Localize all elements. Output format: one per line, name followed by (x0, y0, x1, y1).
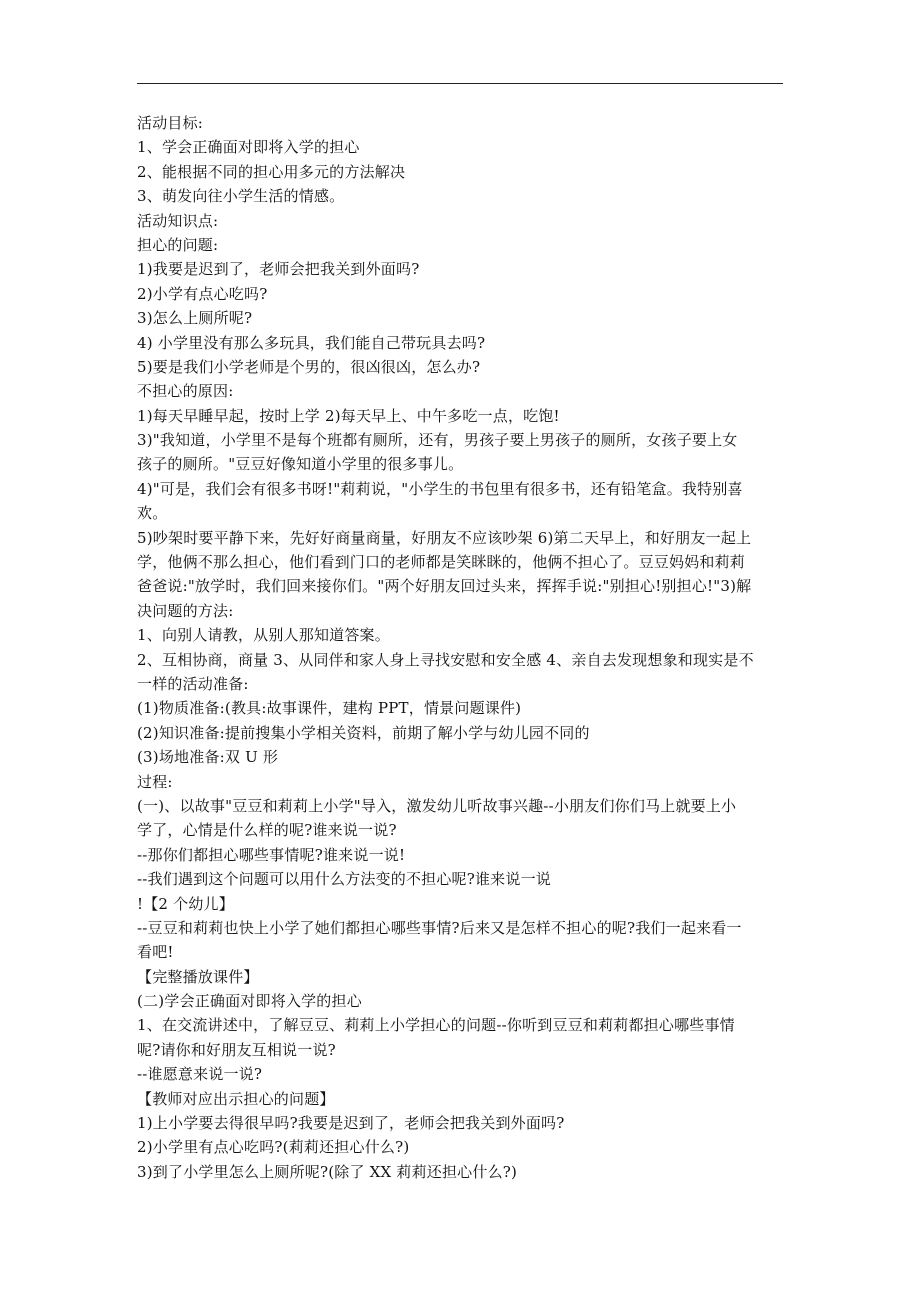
text-line: 一样的活动准备: (137, 674, 249, 693)
text-line: !【2 个幼儿】 (137, 894, 234, 913)
text-line: 3、萌发向往小学生活的情感。 (137, 187, 345, 206)
text-line: 1)每天早睡早起，按时上学 2)每天早上、中午多吃一点，吃饱! (137, 406, 560, 425)
text-line: 欢。 (137, 504, 168, 523)
text-line: 2、互相协商，商量 3、从同伴和家人身上寻找安慰和安全感 4、亲自去发现想象和现实是不 (137, 650, 754, 669)
text-line: --我们遇到这个问题可以用什么方法变的不担心呢?谁来说一说 (137, 870, 551, 889)
text-line: 3)怎么上厕所呢? (137, 309, 253, 328)
text-line: 【完整播放课件】 (137, 967, 259, 986)
text-line: 学，他俩不那么担心，他们看到门口的老师都是笑眯眯的，他俩不担心了。豆豆妈妈和莉莉 (137, 553, 746, 572)
text-line: 担心的问题: (137, 235, 219, 254)
text-line: 爸爸说:"放学时，我们回来接你们。"两个好朋友回过头来，挥挥手说:"别担心!别担心!"3)解 (137, 577, 752, 596)
text-line: 4) 小学里没有那么多玩具，我们能自己带玩具去吗? (137, 333, 486, 352)
text-line: 1)我要是迟到了，老师会把我关到外面吗? (137, 260, 420, 279)
text-line: 决问题的方法: (137, 601, 234, 620)
text-line: 3)"我知道，小学里不是每个班都有厕所，还有，男孩子要上男孩子的厕所，女孩子要上女 (137, 431, 738, 450)
text-line: --谁愿意来说一说? (137, 1065, 263, 1084)
text-line: 不担心的原因: (137, 382, 234, 401)
text-line: (3)场地准备:双 U 形 (137, 748, 279, 767)
text-line: (1)物质准备:(教具:故事课件，建构 PPT，情景问题课件) (137, 699, 522, 718)
header-rule (137, 83, 783, 84)
text-line: 5)要是我们小学老师是个男的，很凶很凶，怎么办? (137, 357, 481, 376)
text-line: (2)知识准备:提前搜集小学相关资料，前期了解小学与幼儿园不同的 (137, 723, 590, 742)
text-line: 学了，心情是什么样的呢?谁来说一说? (137, 821, 397, 840)
text-line: 【教师对应出示担心的问题】 (137, 1089, 335, 1108)
text-line: 2)小学里有点心吃吗?(莉莉还担心什么?) (137, 1138, 410, 1157)
text-line: --豆豆和莉莉也快上小学了她们都担心哪些事情?后来又是怎样不担心的呢?我们一起来看一 (137, 918, 742, 937)
text-line: 看吧! (137, 943, 174, 962)
text-line: 3)到了小学里怎么上厕所呢?(除了 XX 莉莉还担心什么?) (137, 1162, 518, 1181)
document-body (137, 111, 785, 1184)
text-line: 2、能根据不同的担心用多元的方法解决 (137, 162, 406, 181)
text-line: 1)上小学要去得很早吗?我要是迟到了，老师会把我关到外面吗? (137, 1114, 565, 1133)
text-line: 4)"可是，我们会有很多书呀!"莉莉说，"小学生的书包里有很多书，还有铅笔盒。我特别喜 (137, 479, 743, 498)
text-line: (二)学会正确面对即将入学的担心 (137, 992, 362, 1011)
text-line: 过程: (137, 772, 173, 791)
text-line: 活动目标: (137, 114, 204, 132)
text-line: 5)吵架时要平静下来，先好好商量商量，好朋友不应该吵架 6)第二天早上，和好朋友一起上 (137, 528, 752, 547)
text-line: 孩子的厕所。"豆豆好像知道小学里的很多事儿。 (137, 455, 464, 474)
text-line: 1、学会正确面对即将入学的担心 (137, 138, 360, 157)
text-line: 呢?请你和好朋友互相说一说? (137, 1040, 336, 1059)
text-line: 2)小学有点心吃吗? (137, 284, 268, 303)
text-line: 1、在交流讲述中，了解豆豆、莉莉上小学担心的问题--你听到豆豆和莉莉都担心哪些事情 (137, 1016, 735, 1035)
text-line: 活动知识点: (137, 211, 219, 230)
text-line: 1、向别人请教，从别人那知道答案。 (137, 626, 390, 645)
text-line: --那你们都担心哪些事情呢?谁来说一说! (137, 845, 406, 864)
text-line: (一)、以故事"豆豆和莉莉上小学"导入，激发幼儿听故事兴趣--小朋友们你们马上就要上小 (137, 796, 737, 815)
